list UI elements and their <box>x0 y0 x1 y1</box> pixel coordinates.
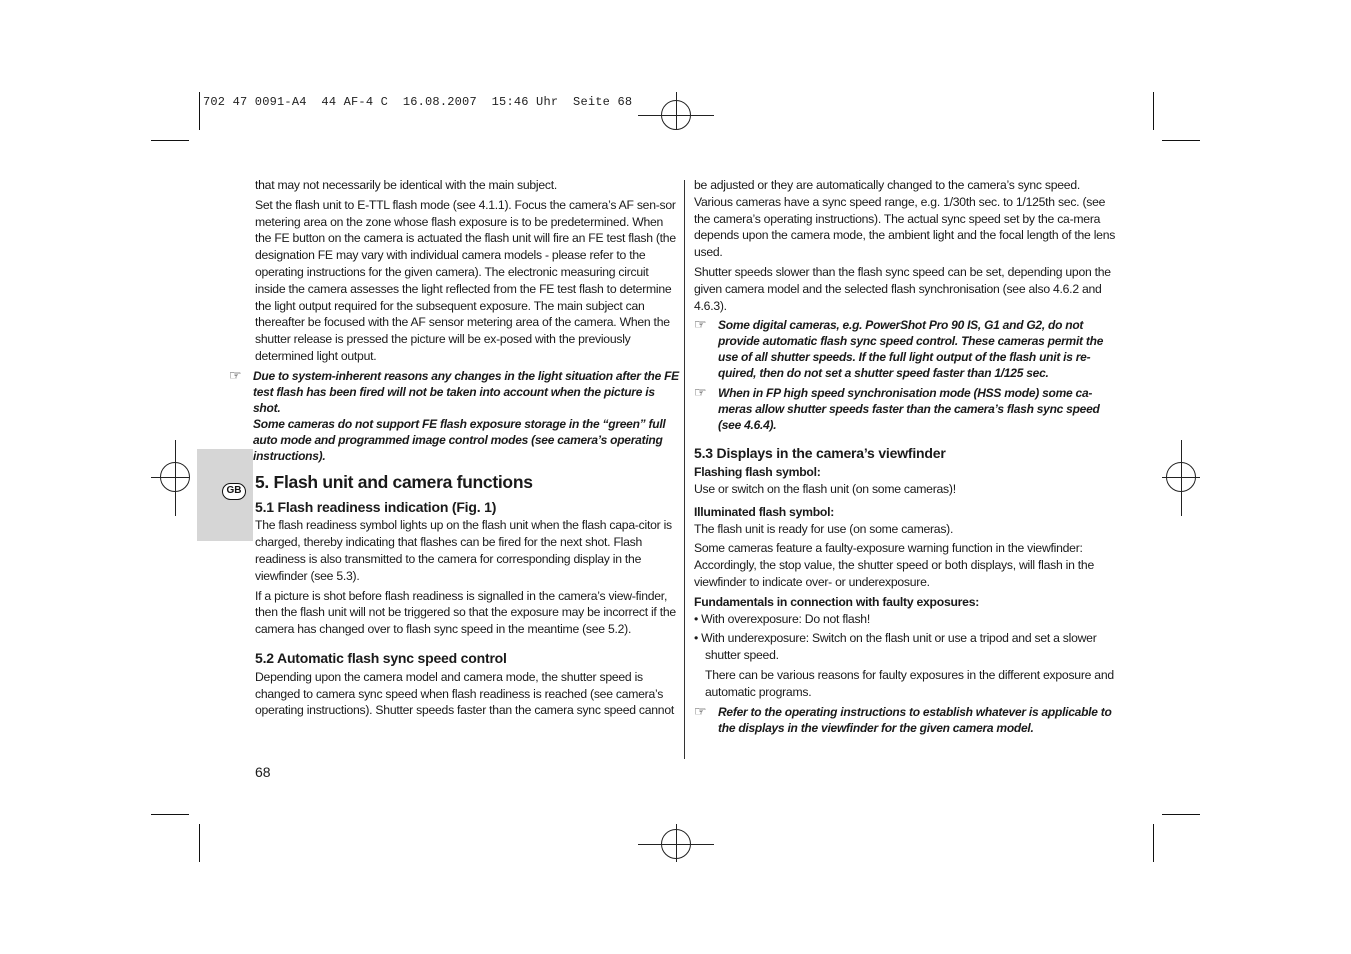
pointing-hand-icon: ☞ <box>694 702 707 719</box>
label-heading: Illuminated flash symbol: <box>694 504 835 519</box>
paragraph: be adjusted or they are automatically changed to the camera’s sync speed. Various cameras have a sync speed range, e.g. 1/30th sec. to 1/125th sec. (see the camera’s operating instructions). The actual sync speed set by the ca-mera depends upon the camera mode, the ambient light and the focal length of the lens used. <box>694 178 1116 260</box>
note-text: Some cameras do not support FE flash exposure storage in the “green” full auto mode and programmed image control modes (see camera’s operating instructions). <box>253 416 666 463</box>
bullet-continuation: There can be various reasons for faulty exposures in the different exposure and automatic programs. <box>705 667 1114 699</box>
crop-mark-br-h <box>1162 814 1200 815</box>
note-text: Refer to the operating instructions to establish whatever is applicable to the displays in the viewfinder for the given camera model. <box>718 704 1112 735</box>
subsection-heading: 5.3 Displays in the camera’s viewfinder <box>694 445 946 462</box>
bullet-item: • With underexposure: Switch on the flash unit or use a tripod and set a slower shutter speed. <box>694 631 1097 663</box>
label-heading: Fundamentals in connection with faulty exposures: <box>694 594 980 609</box>
bullet-item: • With overexposure: Do not flash! <box>694 611 870 626</box>
note <box>229 366 679 464</box>
pointing-hand-icon: ☞ <box>694 316 707 333</box>
note-text: Due to system-inherent reasons any changes in the light situation after the FE test flash has been fired will not be taken into account when the picture is shot. <box>253 368 679 415</box>
paragraph: If a picture is shot before flash readiness is signalled in the camera’s view-finder, then the flash unit will not be triggered so that the exposure may be incorrect if the camera has changed over to flash sync speed in the meantime (see 5.2). <box>255 588 676 637</box>
paragraph: Use or switch on the flash unit (on some cameras)! <box>694 481 956 496</box>
paragraph: Some cameras feature a faulty-exposure warning function in the viewfinder: Accordingly, the stop value, the shutter speed or both displays, will flash in the viewfinder to indicate over- or underexposure. <box>694 541 1094 589</box>
pointing-hand-icon: ☞ <box>694 384 707 401</box>
crop-mark-tl-v <box>199 92 200 130</box>
section-heading: 5. Flash unit and camera functions <box>255 471 533 492</box>
paragraph: Set the flash unit to E-TTL flash mode (see 4.1.1). Focus the camera’s AF sen-sor metering area on the zone whose flash exposure is to be predetermined. When the FE button on the camera is actuated the flash unit will fire an FE test flash (the designation FE may vary with individual camera models - please refer to the operating instructions for the given camera). The electronic measuring circuit inside the camera assesses the light reflected from the FE test flash to determine the light output required for the subsequent exposure. The main subject can thereafter be focused with the AF sensor metering area of the camera. When the shutter release is pressed the picture will be ex-posed with the previously determined light output. <box>255 197 676 363</box>
page-number: 68 <box>255 764 271 780</box>
language-badge: GB <box>222 483 246 500</box>
crop-mark-tr-v <box>1153 92 1154 130</box>
column-divider <box>684 180 685 759</box>
paragraph: The flash readiness symbol lights up on the flash unit when the flash capa-citor is charged, thereby indicating that flashes can be fired for the next shot. Flash readiness is also transmitted to the camera for corresponding display in the viewfinder (see 5.3). <box>255 518 672 583</box>
crop-mark-bl-v <box>199 824 200 862</box>
subsection-heading: 5.2 Automatic flash sync speed control <box>255 649 507 666</box>
crop-mark-tr-h <box>1162 140 1200 141</box>
crop-mark-bl-h <box>151 814 189 815</box>
crop-mark-br-v <box>1153 824 1154 862</box>
label-heading: Flashing flash symbol: <box>694 465 821 480</box>
paragraph: Shutter speeds slower than the flash sync speed can be set, depending upon the given camera model and the selected flash synchronisation (see also 4.6.2 and 4.6.3). <box>694 264 1111 313</box>
pointing-hand-icon: ☞ <box>229 366 242 383</box>
paragraph: Depending upon the camera model and camera mode, the shutter speed is changed to camera sync speed when flash readiness is reached (see camera’s operating instructions). Shutter speeds faster than the camera sync speed cannot <box>255 669 674 718</box>
note-text: When in FP high speed synchronisation mode (HSS mode) some ca-meras allow shutter speeds faster than the camera’s flash sync speed (see 4.6.4). <box>718 386 1100 433</box>
print-header: 702 47 0091-A4 44 AF-4 C 16.08.2007 15:46 Uhr Seite 68 <box>203 95 633 109</box>
crop-mark-tl-h <box>151 140 189 141</box>
right-column <box>694 177 1118 740</box>
note <box>694 385 1118 433</box>
subsection-heading: 5.1 Flash readiness indication (Fig. 1) <box>255 498 497 515</box>
note-text: Some digital cameras, e.g. PowerShot Pro 90 IS, G1 and G2, do not provide automatic flash sync speed control. These cameras permit the use of all shutter speeds. If the full light output of the flash unit is re-quired, then do not set a shutter speed faster than 1/125 sec. <box>718 318 1104 381</box>
note <box>694 704 1118 736</box>
paragraph: The flash unit is ready for use (on some cameras). <box>694 521 954 536</box>
note <box>694 317 1118 381</box>
paragraph: that may not necessarily be identical with the main subject. <box>255 178 558 192</box>
